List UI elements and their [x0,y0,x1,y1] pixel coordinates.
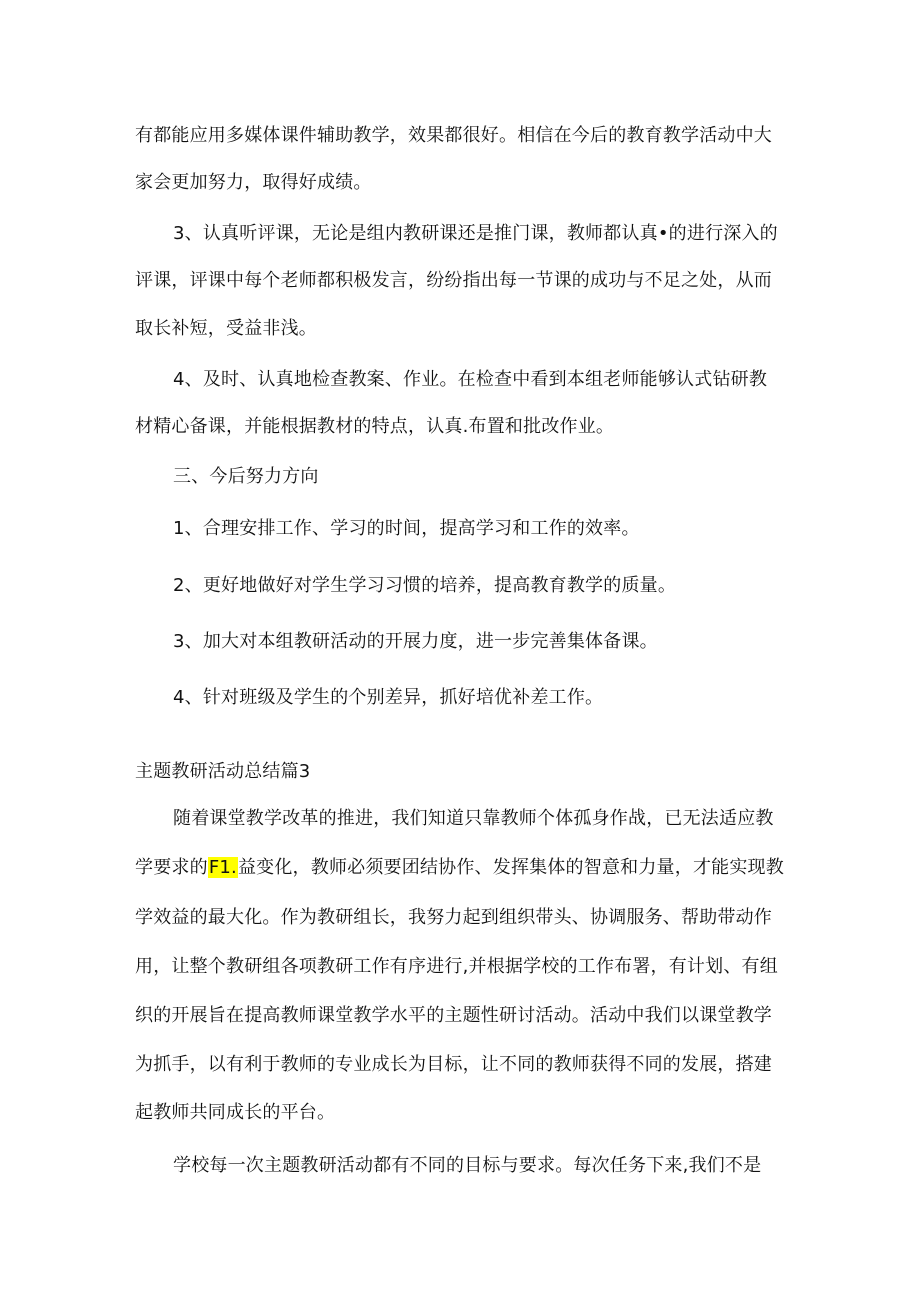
paragraph-line: 为抓手，以有利于教师的专业成长为目标，让不同的教师获得不同的发展，搭建 [135,1054,772,1075]
list-item: 4、针对班级及学生的个别差异，抓好培优补差工作。 [173,687,604,708]
paragraph-line: 学校每一次主题教研活动都有不同的目标与要求。每次任务下来,我们不是 [173,1155,762,1176]
highlighted-text: F1. [208,857,237,878]
text-segment: 学要求的 [135,857,208,878]
paragraph-line: 材精心备课，并能根据教材的特点，认真.布置和批改作业。 [135,416,615,437]
text-segment: 益变化，教师必须要团结协作、发挥集体的智意和力量，才能实现教 [237,857,784,878]
paragraph-line: 织的开展旨在提高教师课堂教学水平的主题性研讨活动。活动中我们以课堂教学 [135,1005,772,1026]
paragraph-line: 用，让整个教研组各项教研工作有序进行,并根据学校的工作布署，有计划、有组 [135,956,778,977]
paragraph-line: 3、认真听评课，无论是组内教研课还是推门课，教师都认真•的进行深入的 [173,223,778,244]
paragraph-line: 随着课堂教学改革的推进，我们知道只靠教师个体孤身作战，已无法适应教 [173,808,774,829]
paragraph-line: 家会更加努力，取得好成绩。 [135,172,372,193]
list-item: 1、合理安排工作、学习的时间，提高学习和工作的效率。 [173,518,640,539]
paragraph-line: 有都能应用多媒体课件辅助教学，效果都很好。相信在今后的教育教学活动中大 [135,125,772,146]
section-heading: 三、今后努力方向 [173,466,319,487]
paragraph-line: 起教师共同成长的平台。 [135,1102,336,1123]
list-item: 3、加大对本组教研活动的开展力度，进一步完善集体备课。 [173,631,658,652]
paragraph-line [135,855,795,881]
article-title: 主题教研活动总结篇3 [135,761,311,782]
paragraph-line: 取长补短，受益非浅。 [135,318,317,339]
paragraph-line: 评课，评课中每个老师都积极发言，纷纷指出每一节课的成功与不足之处，从而 [135,270,772,291]
paragraph-line: 学效益的最大化。作为教研组长，我努力起到组织带头、协调服务、帮助带动作 [135,907,772,928]
paragraph-line: 4、及时、认真地检查教案、作业。在检查中看到本组老师能够认式钻研教 [173,369,768,390]
list-item: 2、更好地做好对学生学习习惯的培养，提高教育教学的质量。 [173,575,677,596]
